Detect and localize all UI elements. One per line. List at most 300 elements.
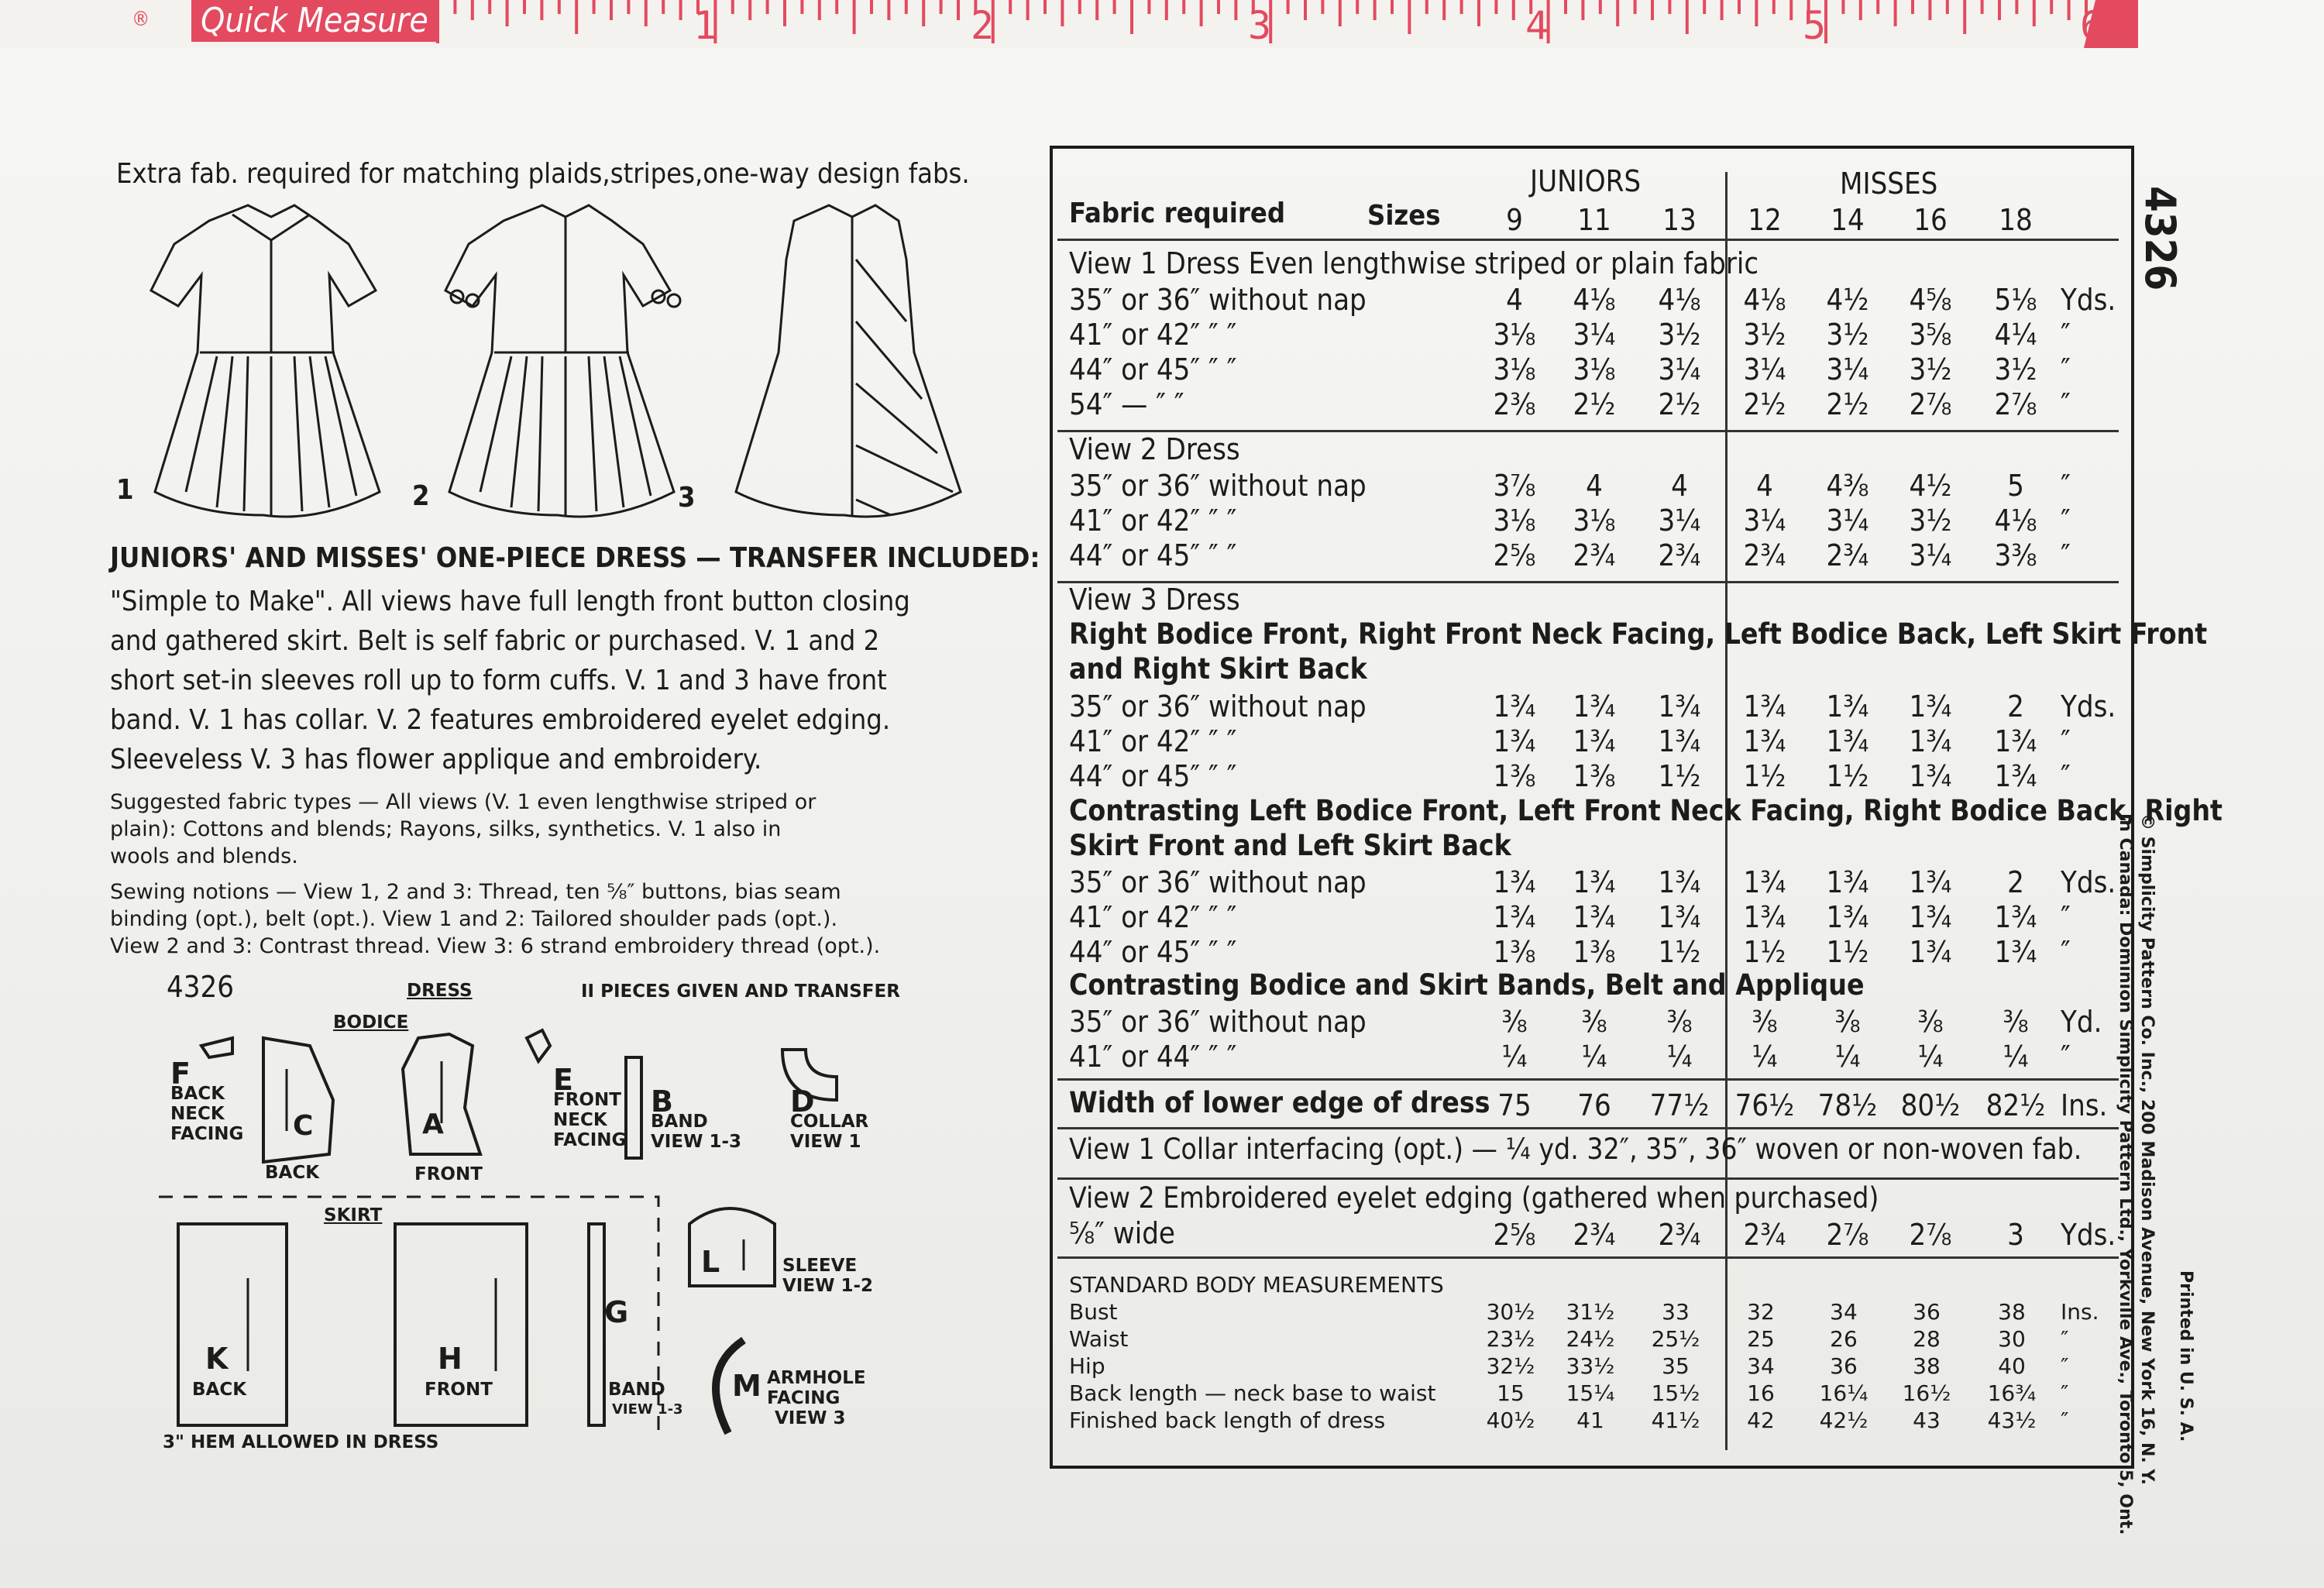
- piece-f-label: FACING: [170, 1124, 244, 1144]
- fabric-line: Suggested fabric types — All views (V. 1 even lengthwise striped or: [110, 790, 816, 814]
- eyelet-cell: 2⅝: [1493, 1218, 1536, 1252]
- chart-row-label: 41″ or 42″ ″ ″: [1069, 900, 1237, 934]
- chart-cell: 3½: [1909, 352, 1952, 387]
- chart-cell: 3⅛: [1573, 504, 1616, 538]
- chart-cell: ¼: [1752, 1040, 1778, 1074]
- chart-cell: 3½: [1743, 318, 1786, 352]
- chart-cell: 4¼: [1994, 318, 2037, 352]
- credit-line: In Canada: Dominion Simplicity Pattern Ltd., Yorkville Ave., Toronto 5, Ont.: [2116, 813, 2135, 1535]
- skirt-heading: SKIRT: [324, 1205, 383, 1225]
- size-header: 14: [1831, 203, 1865, 237]
- chart-cell: 43: [1913, 1408, 1941, 1433]
- chart-row-label: 44″ or 45″ ″ ″: [1069, 759, 1237, 793]
- misses-header: MISSES: [1840, 167, 1938, 201]
- chart-cell: 4: [1506, 283, 1523, 317]
- chart-cell: 36: [1913, 1299, 1941, 1325]
- chart-cell: 1½: [1743, 935, 1786, 969]
- chart-cell: 3⅛: [1493, 352, 1536, 387]
- ruler-number-1: 1: [693, 3, 717, 48]
- collar-line: View 1 Collar interfacing (opt.) — ¼ yd. 32″, 35″, 36″ woven or non-woven fab.: [1069, 1133, 2082, 1166]
- chart-cell: 1¾: [1573, 865, 1616, 899]
- chart-cell: 43½: [1987, 1408, 2037, 1433]
- chart-cell: 4½: [1909, 469, 1952, 503]
- piece-g-shape: [589, 1224, 604, 1425]
- size-header: 11: [1577, 203, 1611, 237]
- chart-cell: 23½: [1486, 1326, 1535, 1352]
- chart-cell: 1¾: [1493, 689, 1536, 724]
- width-label: Width of lower edge of dress: [1069, 1086, 1490, 1119]
- chart-row-label: 41″ or 42″ ″ ″: [1069, 504, 1237, 538]
- piece-h-label: FRONT: [425, 1380, 493, 1400]
- piece-e-label: NECK: [553, 1110, 607, 1130]
- width-cell: 80½: [1900, 1088, 1961, 1122]
- piece-c-shape: [263, 1038, 333, 1162]
- piece-e-label: FRONT: [553, 1090, 621, 1110]
- chart-cell: ⅜: [1581, 1005, 1607, 1039]
- chart-cell: 1½: [1658, 759, 1701, 793]
- size-header: 18: [1999, 203, 2033, 237]
- chart-cell: 3½: [1658, 318, 1701, 352]
- hem-note: 3" HEM ALLOWED IN DRESS: [163, 1432, 439, 1452]
- chart-cell: 3¼: [1909, 538, 1952, 572]
- chart-unit: ″: [2061, 759, 2071, 793]
- chart-cell: 16: [1747, 1380, 1775, 1406]
- bodice-heading: BODICE: [333, 1012, 409, 1033]
- chart-cell: 1¾: [1573, 900, 1616, 934]
- notions-line: binding (opt.), belt (opt.). View 1 and 2: Tailored shoulder pads (opt.).: [110, 907, 838, 931]
- chart-unit: ″: [2061, 318, 2071, 352]
- chart-row-label: 41″ or 44″ ″ ″: [1069, 1040, 1237, 1074]
- chart-unit: Ins.: [2061, 1299, 2099, 1325]
- chart-cell: 4: [1586, 469, 1603, 503]
- piece-l-view: VIEW 1-2: [782, 1276, 873, 1296]
- chart-cell: 4½: [1826, 283, 1869, 317]
- piece-e-shape: [527, 1030, 550, 1061]
- chart-cell: 3¼: [1743, 352, 1786, 387]
- chart-cell: 30½: [1486, 1299, 1535, 1325]
- view-3-number: 3: [678, 482, 696, 514]
- chart-cell: 1½: [1658, 935, 1701, 969]
- chart-unit: Yds.: [2061, 689, 2116, 724]
- chart-cell: 1¾: [1658, 689, 1701, 724]
- pattern-title: JUNIORS' AND MISSES' ONE-PIECE DRESS — TRANSFER INCLUDED:: [110, 542, 1040, 574]
- chart-cell: 26: [1830, 1326, 1858, 1352]
- printed-in-usa: Printed in U. S. A.: [2176, 1270, 2195, 1442]
- ruler-number-4: 4: [1525, 3, 1549, 48]
- chart-cell: ¼: [2003, 1040, 2029, 1074]
- chart-unit: ″: [2061, 1408, 2069, 1433]
- piece-d-label: D: [790, 1084, 815, 1119]
- chart-cell: 4⅜: [1826, 469, 1869, 503]
- chart-cell: 2½: [1658, 387, 1701, 421]
- chart-cell: 2⅞: [1909, 387, 1952, 421]
- chart-row-label: Waist: [1069, 1326, 1129, 1352]
- juniors-header: JUNIORS: [1530, 164, 1642, 198]
- chart-cell: 16¾: [1987, 1380, 2037, 1406]
- view3-subheading: Right Bodice Front, Right Front Neck Facing, Left Bodice Back, Left Skirt Front: [1069, 617, 2208, 651]
- ruler-number-5: 5: [1803, 3, 1827, 48]
- width-unit: Ins.: [2061, 1088, 2108, 1122]
- chart-cell: 1¾: [1493, 865, 1536, 899]
- dress-view-1-illustration: [151, 205, 380, 517]
- chart-row-label: Hip: [1069, 1353, 1105, 1379]
- piece-k-label: BACK: [192, 1380, 247, 1400]
- chart-cell: 1¾: [1909, 724, 1952, 758]
- view3-subheading: and Right Skirt Back: [1069, 652, 1367, 686]
- chart-unit: Yds.: [2061, 865, 2116, 899]
- chart-cell: 1¾: [1909, 759, 1952, 793]
- dress-view-3-illustration: [736, 205, 961, 517]
- chart-unit: Yd.: [2061, 1005, 2102, 1039]
- chart-unit: ″: [2061, 1353, 2069, 1379]
- chart-row-label: 44″ or 45″ ″ ″: [1069, 352, 1237, 387]
- view3-contrast-heading: Contrasting Left Bodice Front, Left Front Neck Facing, Right Bodice Back, Right: [1069, 794, 2223, 827]
- ruler-number-6: 6: [2080, 3, 2104, 48]
- chart-cell: 40½: [1486, 1408, 1535, 1433]
- chart-row-label: 44″ or 45″ ″ ″: [1069, 935, 1237, 969]
- size-header: 16: [1913, 203, 1948, 237]
- chart-row-label: 35″ or 36″ without nap: [1069, 865, 1367, 899]
- chart-cell: 42: [1747, 1408, 1775, 1433]
- chart-unit: ″: [2061, 469, 2071, 503]
- chart-cell: 24½: [1566, 1326, 1615, 1352]
- size-header: 9: [1506, 203, 1523, 237]
- chart-unit: ″: [2061, 538, 2071, 572]
- bodice-front-label: FRONT: [414, 1164, 483, 1184]
- view3-bands-heading: Contrasting Bodice and Skirt Bands, Belt and Applique: [1069, 968, 1865, 1002]
- width-cell: 76½: [1734, 1088, 1795, 1122]
- chart-cell: 1¾: [1658, 900, 1701, 934]
- piece-l-letter: L: [701, 1245, 720, 1279]
- chart-cell: 3⅞: [1493, 469, 1536, 503]
- pattern-number: 4326: [167, 970, 234, 1004]
- piece-d-label: COLLAR: [790, 1112, 869, 1132]
- chart-cell: 15½: [1651, 1380, 1700, 1406]
- chart-cell: 16¼: [1819, 1380, 1868, 1406]
- chart-unit: ″: [2061, 1040, 2071, 1074]
- chart-cell: 3½: [1909, 504, 1952, 538]
- measurements-heading: STANDARD BODY MEASUREMENTS: [1069, 1272, 1444, 1298]
- chart-cell: 33: [1662, 1299, 1690, 1325]
- chart-cell: 2½: [1826, 387, 1869, 421]
- chart-cell: ⅜: [1752, 1005, 1778, 1039]
- chart-row-label: 54″ — ″ ″: [1069, 387, 1184, 421]
- ruler-number-3: 3: [1248, 3, 1272, 48]
- chart-cell: 4⅛: [1743, 283, 1786, 317]
- notions-line: Sewing notions — View 1, 2 and 3: Thread, ten ⅝″ buttons, bias seam: [110, 880, 841, 904]
- piece-f-label: NECK: [170, 1104, 225, 1124]
- chart-cell: 1⅜: [1573, 759, 1616, 793]
- chart-cell: 3⅝: [1909, 318, 1952, 352]
- chart-cell: 2¾: [1658, 538, 1701, 572]
- chart-cell: 3¼: [1826, 504, 1869, 538]
- eyelet-cell: 2¾: [1573, 1218, 1616, 1252]
- chart-cell: ¼: [1834, 1040, 1861, 1074]
- description-line: "Simple to Make". All views have full length front button closing: [110, 586, 910, 617]
- chart-cell: 3¼: [1573, 318, 1616, 352]
- view3-heading: View 3 Dress: [1069, 583, 1240, 617]
- piece-d-label: VIEW 1: [790, 1132, 861, 1152]
- description-line: Sleeveless V. 3 has flower applique and embroidery.: [110, 744, 762, 775]
- width-cell: 76: [1577, 1088, 1611, 1122]
- chart-cell: 1¾: [1994, 900, 2037, 934]
- chart-cell: 3⅛: [1493, 504, 1536, 538]
- piece-b-label: B: [651, 1084, 673, 1119]
- width-cell: 75: [1497, 1088, 1532, 1122]
- chart-cell: 1¾: [1994, 935, 2037, 969]
- chart-row-label: 41″ or 42″ ″ ″: [1069, 724, 1237, 758]
- chart-cell: 31½: [1566, 1299, 1615, 1325]
- chart-cell: 34: [1830, 1299, 1858, 1325]
- eyelet-cell: 2⅞: [1826, 1218, 1869, 1252]
- eyelet-cell: 2⅞: [1909, 1218, 1952, 1252]
- view3-rule: [1057, 1078, 2119, 1081]
- chart-row-label: 35″ or 36″ without nap: [1069, 689, 1367, 724]
- chart-cell: 32½: [1486, 1353, 1535, 1379]
- chart-row-label: 35″ or 36″ without nap: [1069, 469, 1367, 503]
- piece-g-label: BAND: [608, 1380, 665, 1400]
- fabric-note: Extra fab. required for matching plaids,stripes,one-way design fabs.: [116, 158, 970, 190]
- chart-cell: 1¾: [1826, 900, 1869, 934]
- chart-unit: ″: [2061, 352, 2071, 387]
- chart-cell: 36: [1830, 1353, 1858, 1379]
- view2-heading: View 2 Dress: [1069, 432, 1240, 466]
- dress-view-2-illustration: [445, 205, 680, 517]
- ruler-number-2: 2: [971, 3, 995, 48]
- chart-cell: 1¾: [1909, 935, 1952, 969]
- chart-cell: 3⅜: [1994, 538, 2037, 572]
- view-2-number: 2: [412, 480, 430, 512]
- chart-unit: ″: [2061, 1326, 2069, 1352]
- fabric-line: plain): Cottons and blends; Rayons, silks, synthetics. V. 1 also in: [110, 817, 782, 841]
- piece-b-label: BAND: [651, 1112, 708, 1132]
- chart-cell: 41½: [1651, 1408, 1700, 1433]
- eyelet-cell: 2¾: [1743, 1218, 1786, 1252]
- width-rule: [1057, 1127, 2119, 1129]
- eyelet-label: ⅝″ wide: [1069, 1216, 1175, 1250]
- chart-cell: ⅜: [2003, 1005, 2029, 1039]
- chart-unit: ″: [2061, 504, 2071, 538]
- chart-cell: 2¾: [1743, 538, 1786, 572]
- view3-contrast-heading: Skirt Front and Left Skirt Back: [1069, 829, 1511, 862]
- piece-c-letter: C: [293, 1110, 314, 1142]
- chart-cell: 1¾: [1573, 689, 1616, 724]
- chart-row-label: 41″ or 42″ ″ ″: [1069, 318, 1237, 352]
- chart-cell: 1⅜: [1573, 935, 1616, 969]
- size-header: 13: [1662, 203, 1697, 237]
- chart-cell: 2¾: [1826, 538, 1869, 572]
- chart-unit: ″: [2061, 935, 2071, 969]
- description-line: band. V. 1 has collar. V. 2 features embroidered eyelet edging.: [110, 704, 891, 736]
- chart-cell: 16½: [1902, 1380, 1951, 1406]
- chart-unit: ″: [2061, 1380, 2069, 1406]
- chart-cell: 1½: [1826, 935, 1869, 969]
- width-cell: 82½: [1985, 1088, 2046, 1122]
- piece-l-label: SLEEVE: [782, 1256, 858, 1276]
- chart-cell: 28: [1913, 1326, 1941, 1352]
- fabric-line: wools and blends.: [110, 844, 298, 868]
- dress-heading: DRESS: [407, 981, 473, 1001]
- registered-mark: ®: [132, 8, 150, 31]
- piece-h-letter: H: [438, 1342, 462, 1376]
- chart-row-label: 44″ or 45″ ″ ″: [1069, 538, 1237, 572]
- piece-a-letter: A: [422, 1109, 444, 1140]
- chart-cell: 1¾: [1826, 724, 1869, 758]
- chart-cell: 1½: [1826, 759, 1869, 793]
- chart-cell: 1¾: [1909, 865, 1952, 899]
- chart-cell: 3¼: [1658, 504, 1701, 538]
- chart-cell: 3¼: [1743, 504, 1786, 538]
- chart-cell: 40: [1998, 1353, 2026, 1379]
- chart-cell: ¼: [1581, 1040, 1607, 1074]
- chart-cell: ⅜: [1834, 1005, 1861, 1039]
- view1-heading: View 1 Dress Even lengthwise striped or plain fabric: [1069, 246, 1759, 280]
- chart-cell: 4⅛: [1658, 283, 1701, 317]
- eyelet-cell: 3: [2007, 1218, 2024, 1252]
- chart-cell: 1½: [1743, 759, 1786, 793]
- chart-cell: 3¼: [1826, 352, 1869, 387]
- copyright-credit: [2114, 813, 2157, 1535]
- chart-cell: 1¾: [1658, 724, 1701, 758]
- chart-cell: 4: [1671, 469, 1688, 503]
- piece-k-letter: K: [205, 1342, 229, 1376]
- chart-cell: 30: [1998, 1326, 2026, 1352]
- chart-cell: 1¾: [1826, 865, 1869, 899]
- chart-cell: 4: [1756, 469, 1773, 503]
- chart-cell: 2⅜: [1493, 387, 1536, 421]
- chart-cell: ⅜: [1666, 1005, 1693, 1039]
- chart-cell: 1⅜: [1493, 935, 1536, 969]
- chart-unit: ″: [2061, 724, 2071, 758]
- chart-row-label: 35″ or 36″ without nap: [1069, 1005, 1367, 1039]
- notions-line: View 2 and 3: Contrast thread. View 3: 6 strand embroidery thread (opt.).: [110, 934, 881, 958]
- chart-cell: 35: [1662, 1353, 1690, 1379]
- piece-f-shape: [201, 1038, 232, 1057]
- chart-row-label: Back length — neck base to waist: [1069, 1380, 1436, 1406]
- description-line: short set-in sleeves roll up to form cuffs. V. 1 and 3 have front: [110, 665, 887, 696]
- chart-row-label: Finished back length of dress: [1069, 1408, 1386, 1433]
- sizes-label: Sizes: [1367, 200, 1441, 232]
- dress-illustrations: [116, 198, 968, 538]
- chart-cell: 1⅜: [1493, 759, 1536, 793]
- chart-cell: 3¼: [1658, 352, 1701, 387]
- chart-cell: 2½: [1743, 387, 1786, 421]
- chart-cell: 25: [1747, 1326, 1775, 1352]
- chart-cell: 15¼: [1566, 1380, 1615, 1406]
- chart-cell: 38: [1913, 1353, 1941, 1379]
- chart-cell: 5: [2007, 469, 2024, 503]
- chart-cell: 3½: [1994, 352, 2037, 387]
- chart-cell: 1¾: [1826, 689, 1869, 724]
- chart-cell: 32: [1747, 1299, 1775, 1325]
- chart-cell: 1¾: [1658, 865, 1701, 899]
- credit-line: © Simplicity Pattern Co. Inc., 200 Madison Avenue, New York 16, N. Y.: [2137, 813, 2157, 1486]
- chart-cell: 38: [1998, 1299, 2026, 1325]
- piece-m-facing: FACING: [767, 1388, 841, 1408]
- eyelet-rule: [1057, 1256, 2119, 1259]
- pieces-given: II PIECES GIVEN AND TRANSFER: [581, 981, 900, 1002]
- chart-cell: 3½: [1826, 318, 1869, 352]
- chart-row-label: 35″ or 36″ without nap: [1069, 283, 1367, 317]
- width-cell: 77½: [1649, 1088, 1710, 1122]
- description-line: and gathered skirt. Belt is self fabric or purchased. V. 1 and 2: [110, 625, 880, 657]
- piece-e-label: FACING: [553, 1130, 627, 1150]
- width-cell: 78½: [1817, 1088, 1878, 1122]
- eyelet-cell: 2¾: [1658, 1218, 1701, 1252]
- chart-cell: 2⅞: [1994, 387, 2037, 421]
- chart-unit: ″: [2061, 900, 2071, 934]
- chart-cell: 1¾: [1743, 900, 1786, 934]
- chart-cell: ¼: [1666, 1040, 1693, 1074]
- chart-cell: 33½: [1566, 1353, 1615, 1379]
- chart-cell: 34: [1747, 1353, 1775, 1379]
- piece-f-label: BACK: [170, 1084, 225, 1104]
- collar-rule: [1057, 1177, 2119, 1180]
- quick-measure-badge: Quick Measure: [191, 0, 438, 42]
- chart-cell: 42½: [1819, 1408, 1868, 1433]
- chart-cell: 3⅛: [1573, 352, 1616, 387]
- piece-b-shape: [626, 1057, 641, 1158]
- chart-cell: 4⅛: [1573, 283, 1616, 317]
- piece-m-letter: M: [732, 1369, 761, 1403]
- fabric-required-header: Fabric required: [1069, 198, 1286, 229]
- chart-cell: 1¾: [1493, 724, 1536, 758]
- chart-cell: 3⅛: [1493, 318, 1536, 352]
- piece-b-label: VIEW 1-3: [651, 1132, 741, 1152]
- chart-cell: 1¾: [1743, 724, 1786, 758]
- chart-cell: 1¾: [1573, 724, 1616, 758]
- view-1-number: 1: [116, 474, 134, 506]
- bodice-back-label: BACK: [265, 1163, 320, 1183]
- chart-cell: 1¾: [1493, 900, 1536, 934]
- eyelet-unit: Yds.: [2061, 1218, 2116, 1252]
- chart-cell: 1¾: [1743, 865, 1786, 899]
- chart-cell: 4⅛: [1994, 504, 2037, 538]
- chart-cell: 41: [1576, 1408, 1604, 1433]
- chart-row-label: Bust: [1069, 1299, 1118, 1325]
- piece-f-label: F: [170, 1057, 191, 1091]
- chart-cell: 25½: [1651, 1326, 1700, 1352]
- chart-cell: 1¾: [1994, 724, 2037, 758]
- chart-cell: ¼: [1501, 1040, 1528, 1074]
- chart-cell: 2¾: [1573, 538, 1616, 572]
- eyelet-heading: View 2 Embroidered eyelet edging (gathered when purchased): [1069, 1181, 1879, 1215]
- chart-cell: 2: [2007, 865, 2024, 899]
- chart-cell: 5⅛: [1994, 283, 2037, 317]
- piece-g-view: VIEW 1-3: [612, 1401, 683, 1418]
- side-pattern-number: 4326: [2136, 186, 2185, 291]
- chart-cell: 2: [2007, 689, 2024, 724]
- chart-cell: 4⅝: [1909, 283, 1952, 317]
- chart-cell: 1¾: [1994, 759, 2037, 793]
- chart-cell: 2½: [1573, 387, 1616, 421]
- chart-cell: ⅜: [1501, 1005, 1528, 1039]
- piece-m-view: VIEW 3: [775, 1408, 846, 1428]
- chart-cell: 1¾: [1909, 689, 1952, 724]
- header-rule: [1057, 239, 2119, 241]
- size-header: 12: [1748, 203, 1782, 237]
- chart-cell: 2⅝: [1493, 538, 1536, 572]
- piece-m-label: ARMHOLE: [767, 1368, 866, 1388]
- piece-e-label: E: [553, 1063, 573, 1097]
- chart-cell: 1¾: [1743, 689, 1786, 724]
- piece-g-letter: G: [604, 1295, 629, 1329]
- chart-cell: 15: [1497, 1380, 1525, 1406]
- chart-cell: ⅜: [1917, 1005, 1944, 1039]
- chart-cell: ¼: [1917, 1040, 1944, 1074]
- chart-unit: ″: [2061, 387, 2071, 421]
- chart-unit: Yds.: [2061, 283, 2116, 317]
